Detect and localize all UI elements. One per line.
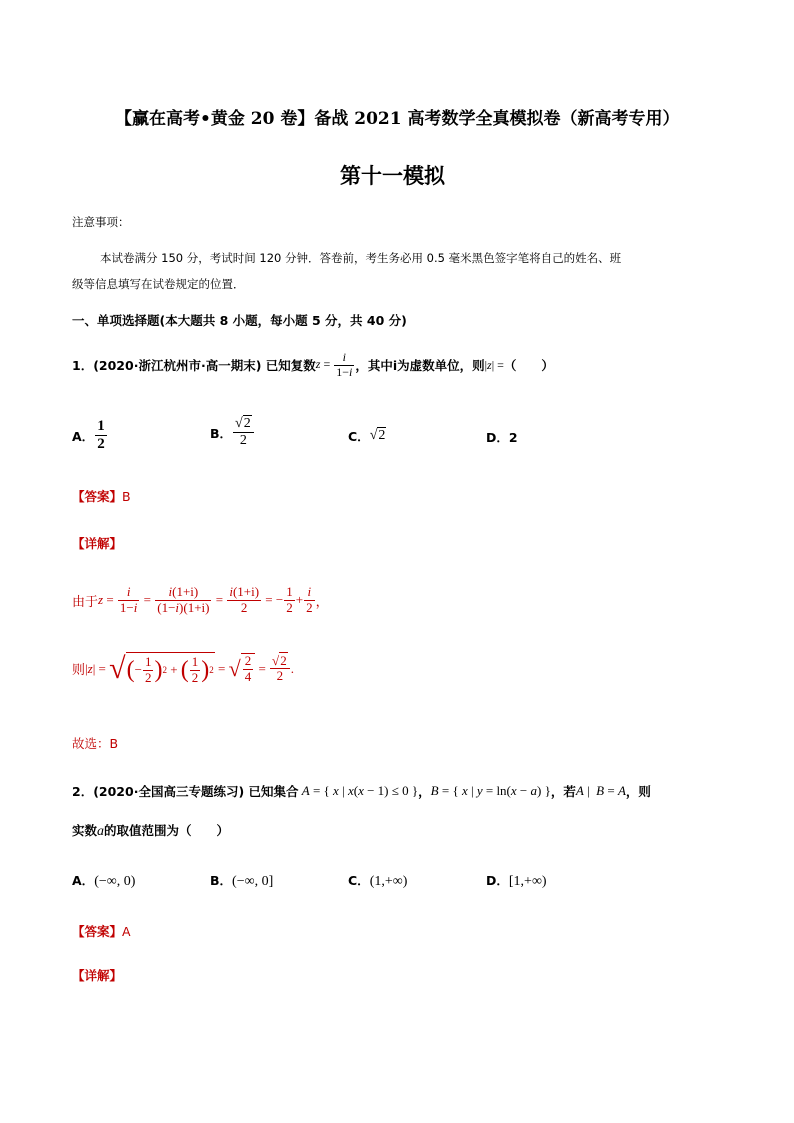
question-2-set-b: B = { x | y = ln(x − a) } <box>430 783 551 798</box>
q2-option-d-label: D． <box>486 873 509 888</box>
question-2-line-2-a: 实数 <box>72 823 98 838</box>
question-1-mid: ，其中i为虚数单位，则 <box>355 358 485 374</box>
q2-option-a-value: (−∞, 0) <box>94 874 136 889</box>
q2-option-c <box>348 871 407 890</box>
q1-option-b <box>210 416 255 449</box>
q1-answer <box>72 487 131 505</box>
q1-solution-step-2 <box>72 652 294 686</box>
q2-option-a-label: A． <box>72 873 95 888</box>
question-1-stem <box>72 351 554 380</box>
q2-answer-value: A <box>122 924 131 939</box>
question-1-suffix: （ ） <box>503 358 554 374</box>
q1-conclusion: 故选：B <box>72 736 119 751</box>
notice-line-1: 本试卷满分 150 分，考试时间 120 分钟．答卷前，考生务必用 0.5 毫米黑色签字笔将自己的姓名、班 <box>100 251 622 265</box>
q1-option-c <box>348 427 386 445</box>
question-2-prefix: 2．(2020·全国高三专题练习) 已知集合 <box>72 784 299 799</box>
q1-option-a-label: A． <box>72 428 95 444</box>
question-1-modulus: |z| = <box>484 357 504 372</box>
page-subtitle: 第十一模拟 <box>340 163 445 188</box>
section-heading: 一、单项选择题(本大题共 8 小题，每小题 5 分，共 40 分) <box>72 313 407 328</box>
question-2-stem <box>72 782 651 800</box>
notice-heading: 注意事项： <box>72 215 130 229</box>
q2-answer-label: 【答案】 <box>72 924 123 939</box>
q2-answer <box>72 922 131 940</box>
q1-option-c-value: √2 <box>369 428 386 443</box>
q1-option-a-value: $\frac{1}{2}$ <box>97 418 105 453</box>
q1-option-b-label: B． <box>210 425 233 441</box>
question-2-variable: a <box>97 824 105 839</box>
q2-option-c-value: (1,+∞) <box>369 874 408 889</box>
q2-option-d-value: [1,+∞) <box>508 874 547 889</box>
q1-option-b-value: $\frac{√2}{2}$ <box>233 416 254 449</box>
question-2-sep: ， <box>418 784 431 799</box>
q1-step-2-prefix: 则 <box>72 663 86 679</box>
q1-solution-step-1 <box>72 585 329 616</box>
q1-option-d: D．2 <box>486 430 518 445</box>
q2-detail-label: 【详解】 <box>72 968 123 983</box>
page-title: 【赢在高考•黄金 20 卷】备战 2021 高考数学全真模拟卷（新高考专用） <box>115 109 680 129</box>
question-2-set-a: A = { x | x(x − 1) ≤ 0 } <box>301 783 419 798</box>
question-2-line-2-b: 的取值范围为（ ） <box>104 823 230 838</box>
q1-detail-label: 【详解】 <box>72 536 123 551</box>
notice-line-2: 级等信息填写在试卷规定的位置． <box>72 277 245 291</box>
q2-option-d <box>486 871 547 890</box>
q1-step-2-formula: | z | = √ ( − $\frac{1}{2}$ ) 2 + ( $\frac{1}{2}$ ) 2 = √ $\frac{2}{4}$ = $\frac{√2}{2}$ . <box>85 651 294 685</box>
q1-answer-value: B <box>122 489 131 504</box>
q2-option-c-label: C． <box>348 873 370 888</box>
question-2-line-2 <box>72 821 229 840</box>
q2-option-b-label: B． <box>210 873 233 888</box>
question-1-prefix: 1．(2020·浙江杭州市·高一期末) 已知复数 <box>72 358 316 374</box>
q1-step-1-prefix: 由于 <box>72 594 99 610</box>
q1-option-a <box>72 418 108 454</box>
q2-option-b <box>210 871 273 890</box>
question-2-suffix: ，则 <box>625 784 651 799</box>
q1-answer-label: 【答案】 <box>72 489 123 504</box>
q2-option-b-value: (−∞, 0] <box>232 874 274 889</box>
q2-option-a <box>72 871 135 890</box>
q1-option-c-label: C． <box>348 429 370 444</box>
question-1-formula: z = $\frac{i}{1-i}$ <box>315 350 353 379</box>
question-2-condition: A | B = A <box>575 783 626 798</box>
question-2-mid: ，若 <box>550 784 576 799</box>
q1-step-1-formula: z = $\frac{i}{1-i}$ = $\frac{i(1+i)}{(1-i)(1+i)}$ = $\frac{i(1+i)}{2}$ = − $\frac{1}{2}$ + $\frac{i}{2}$ ， <box>98 584 329 615</box>
